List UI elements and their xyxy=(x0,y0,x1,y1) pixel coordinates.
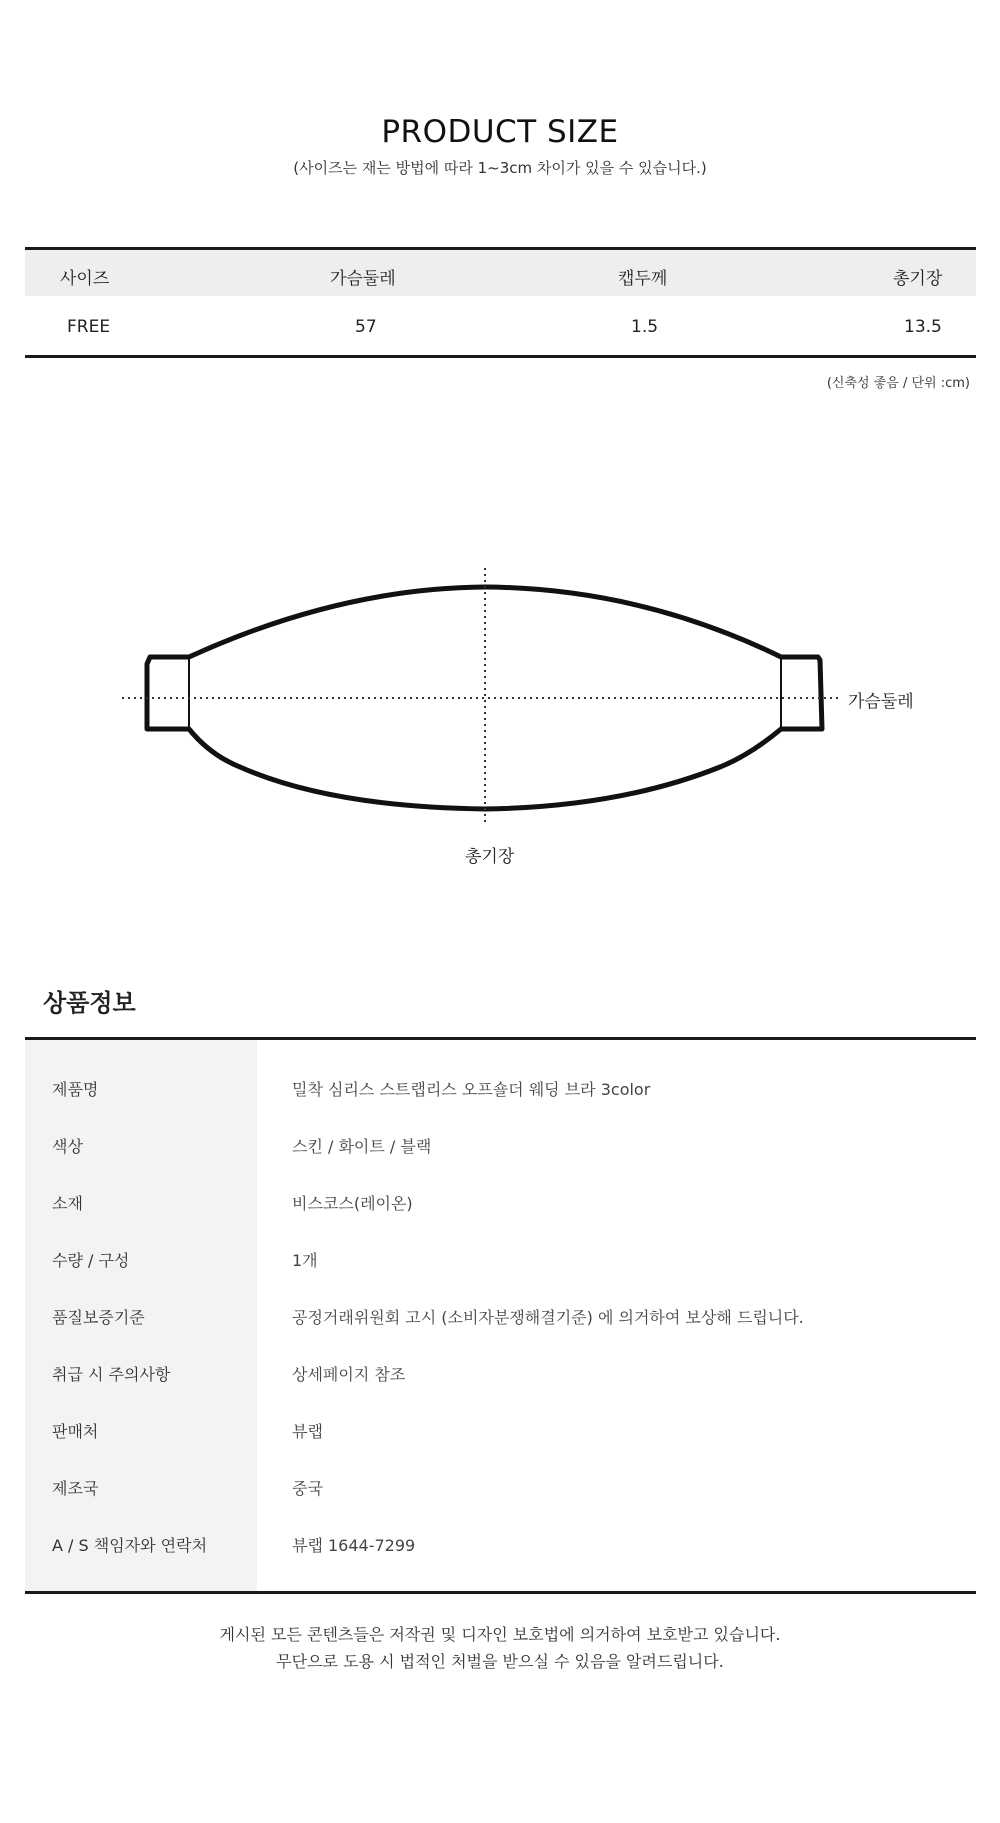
copyright-notice-line1: 게시된 모든 콘텐츠들은 저작권 및 디자인 보호법에 의거하여 보호받고 있습니다. xyxy=(219,1625,781,1644)
info-value-origin: 중국 xyxy=(292,1479,323,1498)
size-header-total-length: 총기장 xyxy=(893,269,943,289)
info-label-as-contact: A / S 책임자와 연락처 xyxy=(52,1536,208,1555)
info-value-quantity: 1개 xyxy=(292,1251,318,1270)
size-table-bottom-rule xyxy=(25,355,976,358)
info-label-care: 취급 시 주의사항 xyxy=(52,1365,171,1384)
info-label-quantity: 수량 / 구성 xyxy=(52,1251,130,1270)
size-value-cup-thickness: 1.5 xyxy=(631,317,659,337)
size-header-chest: 가슴둘레 xyxy=(330,269,396,289)
info-value-quality: 공정거래위원회 고시 (소비자분쟁해결기준) 에 의거하여 보상해 드립니다. xyxy=(292,1308,804,1327)
info-value-product-name: 밀착 심리스 스트랩리스 오프숄더 웨딩 브라 3color xyxy=(292,1080,651,1099)
size-disclaimer: (사이즈는 재는 방법에 따라 1~3cm 차이가 있을 수 있습니다.) xyxy=(293,159,707,177)
size-unit-note: (신축성 좋음 / 단위 :cm) xyxy=(826,376,970,391)
size-value-chest: 57 xyxy=(355,317,377,337)
info-label-quality: 품질보증기준 xyxy=(52,1308,145,1327)
copyright-notice-line2: 무단으로 도용 시 법적인 처벌을 받으실 수 있음을 알려드립니다. xyxy=(276,1652,724,1671)
size-table-header xyxy=(25,250,976,296)
chest-label: 가슴둘레 xyxy=(848,692,914,712)
info-value-care: 상세페이지 참조 xyxy=(292,1365,406,1384)
size-value-size: FREE xyxy=(67,317,111,337)
info-label-seller: 판매처 xyxy=(52,1422,99,1441)
info-value-material: 비스코스(레이온) xyxy=(292,1194,413,1213)
size-header-cup-thickness: 캡두께 xyxy=(618,269,668,289)
info-value-color: 스킨 / 화이트 / 블랙 xyxy=(292,1137,432,1156)
info-label-color: 색상 xyxy=(52,1137,83,1156)
info-table-bottom-rule xyxy=(25,1591,976,1594)
length-label: 총기장 xyxy=(465,847,515,867)
info-label-product-name: 제품명 xyxy=(52,1080,99,1099)
info-label-origin: 제조국 xyxy=(52,1479,99,1498)
size-header-size: 사이즈 xyxy=(60,269,110,289)
info-value-as-contact: 뷰랩 1644-7299 xyxy=(292,1536,416,1555)
info-value-seller: 뷰랩 xyxy=(292,1422,323,1441)
size-value-total-length: 13.5 xyxy=(904,317,942,337)
page-title: PRODUCT SIZE xyxy=(381,114,619,150)
product-info-title: 상품정보 xyxy=(43,989,136,1017)
info-label-material: 소재 xyxy=(52,1194,83,1213)
